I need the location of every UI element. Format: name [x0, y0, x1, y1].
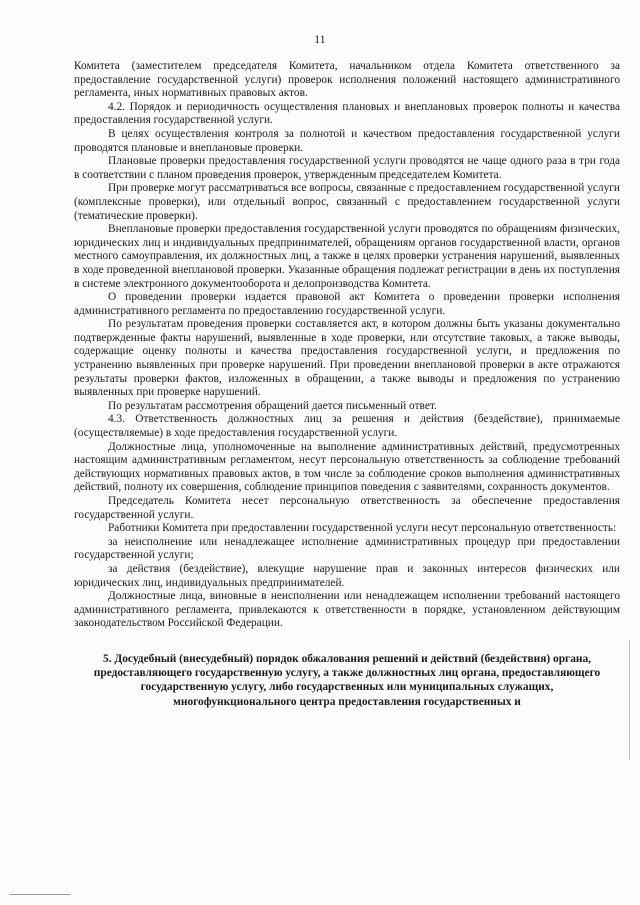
page-number: 11 — [314, 34, 326, 46]
paragraph: По результатам проведения проверки составляется акт, в котором должны быть указаны документально подтвержденные факты нарушений, выявленные в ходе проверки, или отсутствие таковых, а также выводы, содержащие оценку полноты и качества предоставления государственной услуги, и предложения по устранению выявленных при проверке нарушений. При проведении внеплановой проверки в акте отражаются результаты проверки фактов, изложенных в обращении, а также выводы и предложения по устранению выявленных при проверке нарушений. — [74, 318, 620, 399]
paragraph: Должностные лица, уполномоченные на выполнение административных действий, предусмотренных настоящим административным регламентом, несут персональную ответственность за соблюдение требований действующих нормативных правовых актов, в том числе за соблюдение сроков выполнения административных действий, полноту их совершения, соблюдение принципов поведения с заявителями, сохранность документов. — [74, 440, 620, 494]
paragraph: О проведении проверки издается правовой акт Комитета о проведении проверки исполнения административного регламента по предоставлению государственной услуги. — [74, 291, 620, 317]
paragraph: По результатам рассмотрения обращений дается письменный ответ. — [108, 399, 437, 412]
scan-bottom-mark — [10, 894, 70, 895]
paragraph-4-2-heading: 4.2. Порядок и периодичность осуществления плановых и внеплановых проверок полноты и качества предоставления государственной услуги. — [74, 100, 620, 127]
paragraph: При проверке могут рассматриваться все вопросы, связанные с предоставлением государственной услуги (комплексные проверки), или отдельный вопрос, связанный с предоставлением государственной услуги (тематические проверки). — [74, 182, 620, 222]
document-body — [74, 60, 620, 709]
paragraph: Плановые проверки предоставления государственной услуги проводятся не чаще одного раза в три года в соответствии с планом проведения проверок, утвержденным председателем Комитета. — [74, 155, 620, 181]
scan-edge-mark — [629, 640, 630, 760]
section-5-heading: 5. Досудебный (внесудебный) порядок обжалования решений и действий (бездействия) органа, предоставляющего государственную услугу, а также должностных лиц органа, предоставляющего государственную услугу, либо государственных или муниципальных служащих, многофункционального центра предоставления государственных и — [93, 652, 601, 708]
list-item: за неисполнение или ненадлежащее исполнение административных процедур при предоставлении государственной услуги; — [74, 535, 620, 562]
paragraph: В целях осуществления контроля за полнотой и качеством предоставления государственной услуги проводятся плановые и внеплановые проверки. — [74, 127, 620, 154]
paragraph: Внеплановые проверки предоставления государственной услуги проводятся по обращениям физических, юридических лиц и индивидуальных предпринимателей, обращениям органов государственной власти, органов местного самоуправления, их должностных лиц, а также в целях проверки устранения нарушений, выявленных в ходе проведенной внеплановой проверки. Указанные обращения подлежат регистрации в день их поступления в системе электронного документооборота и делопроизводства Комитета. — [74, 223, 620, 290]
list-item: за действия (бездействие), влекущие нарушение прав и законных интересов физических или юридических лиц, индивидуальных предпринимателей. — [74, 562, 620, 589]
paragraph: Должностные лица, виновные в неисполнении или ненадлежащем исполнении требований настоящего административного регламента, привлекаются к ответственности в порядке, установленном действующим законодательством Российской Федерации. — [74, 590, 620, 630]
paragraph: Работники Комитета при предоставлении государственной услуги несут персональную ответственность: — [108, 522, 617, 535]
paragraph-continuation: Комитета (заместителем председателя Комитета, начальником отдела Комитета ответственного за предоставление государственной услуги) проверок исполнения положений настоящего административного регламента, иных нормативных правовых актов. — [74, 60, 620, 100]
paragraph: Председатель Комитета несет персональную ответственность за обеспечение предоставления государственной услуги. — [74, 495, 620, 521]
paragraph-4-3-heading: 4.3. Ответственность должностных лиц за решения и действия (бездействие), принимаемые (осуществляемые) в ходе предоставления государственной услуги. — [74, 413, 620, 440]
